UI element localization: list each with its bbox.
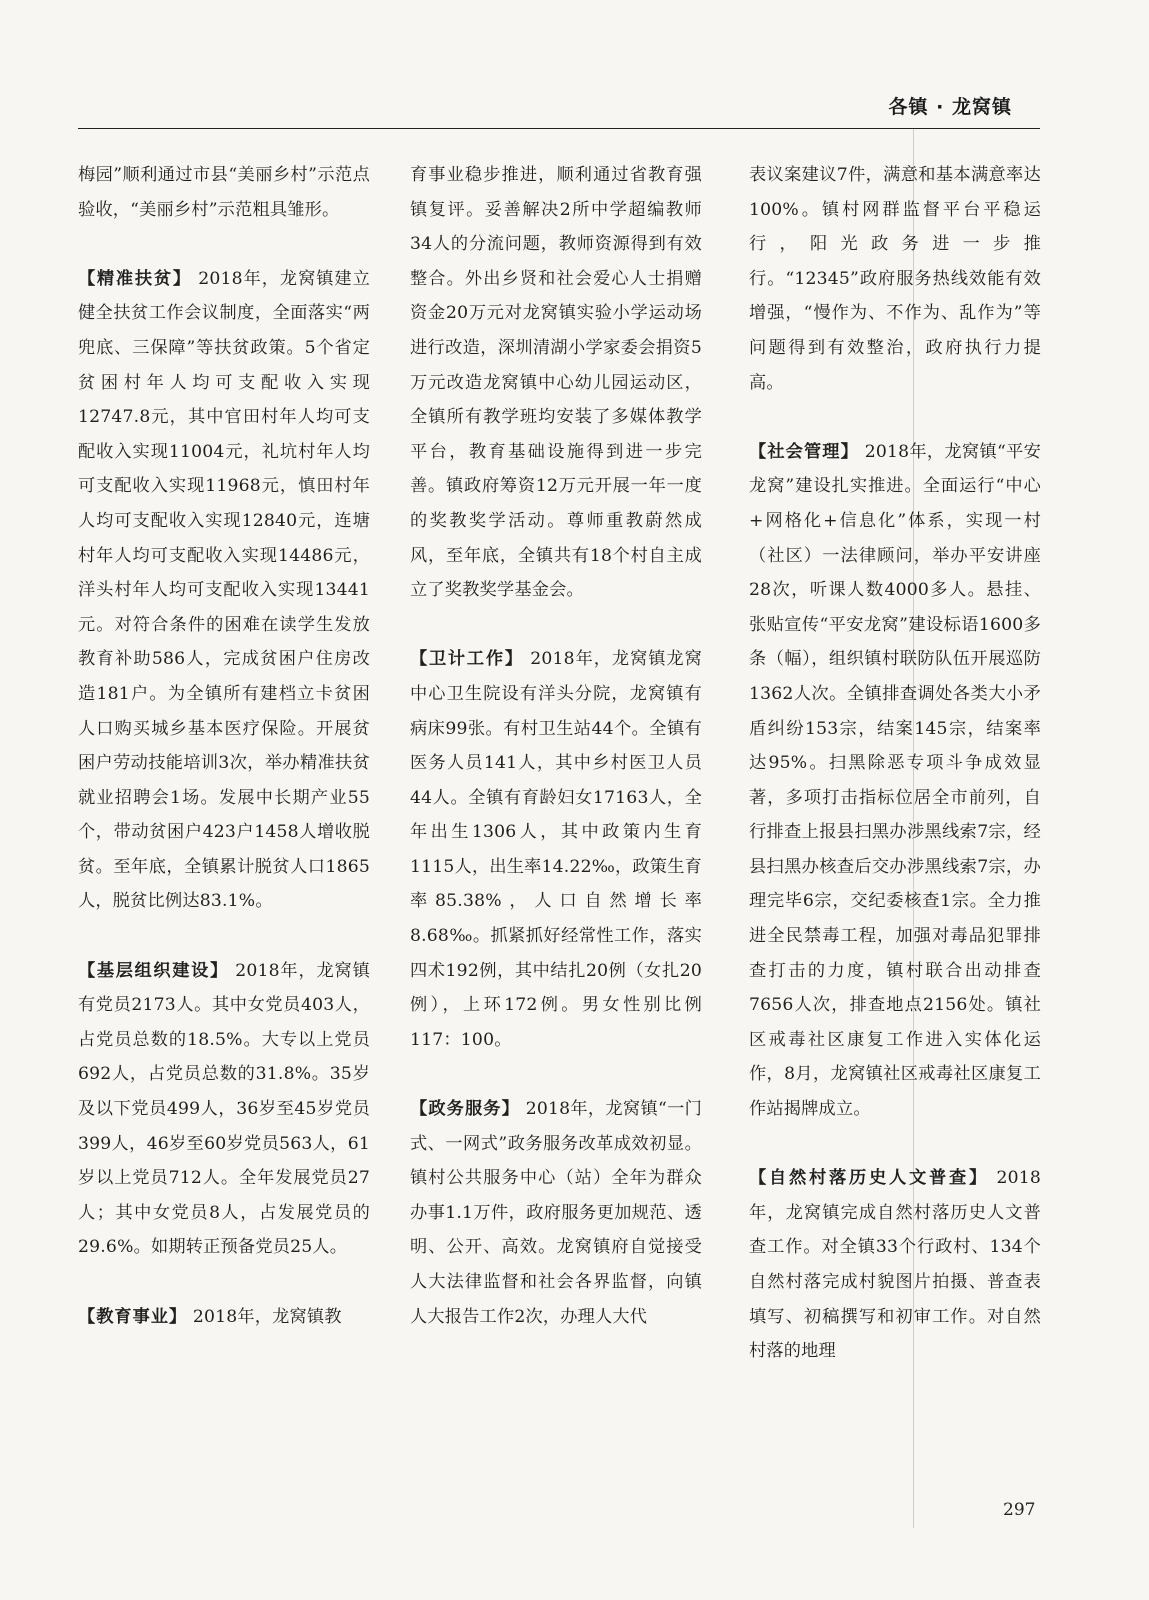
section-body: 2018年，龙窝镇建立健全扶贫工作会议制度，全面落实“两兜底、三保障”等扶贫政策。5个省定贫困村年人均可支配收入实现12747.8元，其中官田村年人均可支配收入实现11004元，礼坑村年人均可支配收入实现11968元，慎田村年人均可支配收入实现12840元，连塘村年人均可支配收入实现14486元，洋头村年人均可支配收入实现13441元。对符合条件的困难在读学生发放教育补助586人，完成贫困户住房改造181户。为全镇所有建档立卡贫困人口购买城乡基本医疗保险。开展贫困户劳动技能培训3次，举办精准扶贫就业招聘会1场。发展中长期产业55个，带动贫困户423户1458人增收脱贫。至年底，全镇累计脱贫人口1865人，脱贫比例达83.1%。	[78, 268, 370, 912]
paragraph: 表议案建议7件，满意和基本满意率达100%。镇村网群监督平台平稳运行，阳光政务进一步推行。“12345”政府服务热线效能有效增强，“慢作为、不作为、乱作为”等问题得到有效整治，政府执行力提高。	[749, 165, 1041, 393]
section-social-management	[749, 435, 1041, 1127]
paragraph: 梅园”顺利通过市县“美丽乡村”示范点验收，“美丽乡村”示范粗具雏形。	[78, 165, 370, 220]
section-body: 2018年，龙窝镇龙窝中心卫生院设有洋头分院，龙窝镇有病床99张。有村卫生站44个。全镇有医务人员141人，其中乡村医卫人员44人。全镇有育龄妇女17163人，全年出生1306人，其中政策内生育1115人，出生率14.22‰，政策生育率85.38%，人口自然增长率8.68‰。抓紧抓好经常性工作，落实四术192例，其中结扎20例（女扎20例），上环172例。男女性别比例117：100。	[410, 649, 702, 1050]
section-title: 【基层组织建设】	[78, 960, 229, 981]
section-village-survey	[749, 1161, 1041, 1369]
running-header	[78, 88, 1040, 129]
section-body: 2018年，龙窝镇教	[192, 1306, 342, 1327]
section-health	[410, 642, 702, 1057]
section-title: 【卫计工作】	[410, 649, 524, 670]
page-number: 297	[1003, 1500, 1036, 1520]
section-body: 2018年，龙窝镇有党员2173人。其中女党员403人，占党员总数的18.5%。大专以上党员692人，占党员总数的31.8%。35岁及以下党员499人，36岁至45岁党员399人，46岁至60岁党员563人，61岁以上党员712人。全年发展党员27人；其中女党员8人，占发展党员的29.6%。如期转正预备党员25人。	[78, 960, 370, 1258]
section-body: 2018年，龙窝镇“平安龙窝”建设扎实推进。全面运行“中心+网格化+信息化”体系，实现一村（社区）一法律顾问，举办平安讲座28次，听课人数4000多人。悬挂、张贴宣传“平安龙窝”建设标语1600多条（幅），组织镇村联防队伍开展巡防1362人次。全镇排查调处各类大小矛盾纠纷153宗，结案145宗，结案率达95%。扫黑除恶专项斗争成效显著，多项打击指标位居全市前列，自行排查上报县扫黑办涉黑线索7宗，经县扫黑办核查后交办涉黑线索7宗，办理完毕6宗，交纪委核查1宗。全力推进全民禁毒工程，加强对毒品犯罪排查打击的力度，镇村联合出动排查7656人次，排查地点2156处。镇社区戒毒社区康复工作进入实体化运作，8月，龙窝镇社区戒毒社区康复工作站揭牌成立。	[749, 441, 1041, 1120]
section-title: 【精准扶贫】	[78, 268, 192, 289]
section-title: 【自然村落历史人文普查】	[749, 1168, 989, 1189]
paragraph: 育事业稳步推进，顺利通过省教育强镇复评。妥善解决2所中学超编教师34人的分流问题，教师资源得到有效整合。外出乡贤和社会爱心人士捐赠资金20万元对龙窝镇实验小学运动场进行改造，深圳清湖小学家委会捐资5万元改造龙窝镇中心幼儿园运动区，全镇所有教学班均安装了多媒体教学平台，教育基础设施得到进一步完善。镇政府筹资12万元开展一年一度的奖教奖学活动。尊师重教蔚然成风，至年底，全镇共有18个村自主成立了奖教奖学基金会。	[410, 165, 702, 601]
header-title: 各镇 · 龙窝镇	[888, 96, 1012, 118]
section-body: 2018年，龙窝镇“一门式、一网式”政务服务改革成效初显。镇村公共服务中心（站）全年为群众办事1.1万件，政府服务更加规范、透明、公开、高效。龙窝镇府自觉接受人大法律监督和社会各界监督，向镇人大报告工作2次，办理人大代	[410, 1099, 702, 1327]
section-party-building	[78, 954, 370, 1265]
section-title: 【政务服务】	[410, 1099, 520, 1120]
section-poverty	[78, 262, 370, 919]
section-government-service	[410, 1092, 702, 1334]
section-title: 【教育事业】	[78, 1306, 188, 1327]
column-1	[78, 158, 370, 1334]
column-3	[749, 158, 1041, 1369]
section-education	[78, 1300, 370, 1335]
column-2	[410, 158, 702, 1334]
section-body: 2018年，龙窝镇完成自然村落历史人文普查工作。对全镇33个行政村、134个自然村落完成村貌图片拍摄、普查表填写、初稿撰写和初审工作。对自然村落的地理	[749, 1168, 1041, 1362]
section-title: 【社会管理】	[749, 441, 859, 462]
